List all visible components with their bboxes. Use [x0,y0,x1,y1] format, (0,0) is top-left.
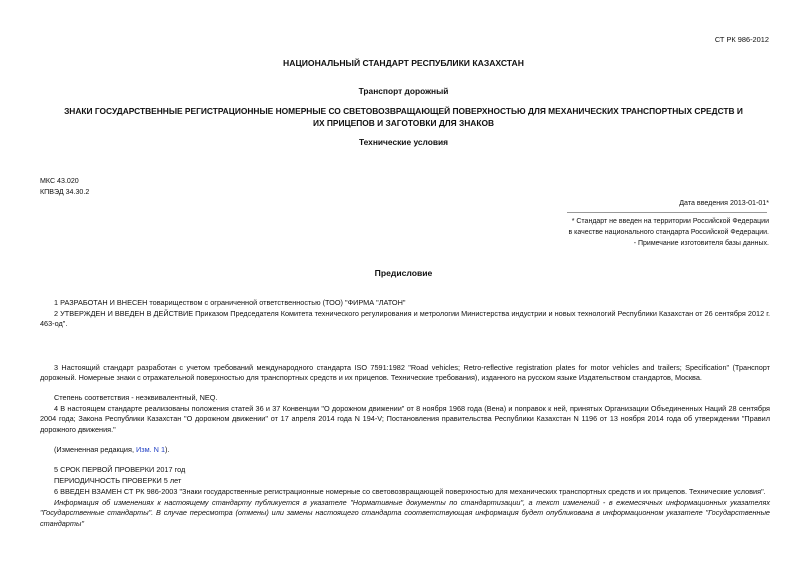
footnote-divider [567,212,767,213]
changed-edition-prefix: (Измененная редакция, [54,445,137,454]
title-line-1: ЗНАКИ ГОСУДАРСТВЕННЫЕ РЕГИСТРАЦИОННЫЕ НОМЕРНЫЕ СО СВЕТОВОЗВРАЩАЮЩЕЙ ПОВЕРХНОСТЬЮ ДЛЯ МЕХАНИЧЕСКИХ ТРАНСПОРТНЫХ СРЕДСТВ И [64,106,743,116]
footnote-line-1: * Стандарт не введен на территории Российской Федерации [571,218,769,225]
footnote-line-2: в качестве национального стандарта Российской Федерации. [568,229,769,236]
document-title [40,106,767,129]
introduction-date: Дата введения 2013-01-01* [679,199,769,207]
paragraph-1: 1 РАЗРАБОТАН И ВНЕСЕН товариществом с ограниченной ответственностью (ТОО) "ФИРМА "ЛАТОН" [54,298,406,307]
paragraph-5-review: 5 СРОК ПЕРВОЙ ПРОВЕРКИ 2017 год [54,465,186,474]
paragraph-4: 4 В настоящем стандарте реализованы положения статей 36 и 37 Конвенции "О дорожном движении" от 8 ноября 1968 года (Вена) и поправок к ней, принятых Организации Объединенных Наций 28 сентября 2004 года; Закона Республики Казахстан "О дорожном движении" от 17 апреля 2014 года N 194-V; Постановления правительства Республики Казахстан N 1196 от 13 ноября 2014 года об утверждении "Правил дорожного движения." [40,404,770,434]
mks-code: МКС 43.020 [40,177,79,185]
paragraph-6: 6 ВВЕДЕН ВЗАМЕН СТ РК 986-2003 "Знаки государственные регистрационные номерные со световозвращающей поверхностью для механических транспортных средств и их прицепов. Технические условия". [54,487,766,496]
preface-heading: Предисловие [374,268,433,278]
changed-edition-suffix: ). [165,445,170,454]
paragraph-3: 3 Настоящий стандарт разработан с учетом требований международного стандарта ISO 7591:1982 "Road vehicles; Retro-reflective registration plates for motor vehicles and trailers; Specification" (Транспорт дорожный. Номерные знаки с отражательной поверхностью для транспортных средств и их прицепов. Технические требования), изданного на русском языке Издательством стандартов, Москва. [40,363,770,383]
paragraph-changed-edition [40,445,770,455]
title-line-2: ИХ ПРИЦЕПОВ И ЗАГОТОВКИ ДЛЯ ЗНАКОВ [312,117,495,128]
paragraph-degree: Степень соответствия - неэквивалентный, NEQ. [54,393,218,402]
paragraph-7: Информация об изменениях к настоящему стандарту публикуется в указателе "Нормативные документы по стандартизации", а текст изменений - в ежемесячных информационных указателях "Государственные стандарты". В случае пересмотра (отмены) или замены настоящего стандарта соответствующая информация будет опубликована в информационном указателе "Государственные стандарты" [40,498,770,528]
document-code: СТ РК 986-2012 [714,35,769,44]
document-subtitle: Технические условия [358,137,449,147]
paragraph-2: 2 УТВЕРЖДЕН И ВВЕДЕН В ДЕЙСТВИЕ Приказом Председателя Комитета технического регулирования и метрологии Министерства индустрии и новых технологий Республики Казахстан от 26 сентября 2012 г. 463-од". [40,309,770,329]
standard-header: НАЦИОНАЛЬНЫЙ СТАНДАРТ РЕСПУБЛИКИ КАЗАХСТАН [283,58,524,68]
kpved-code: КПВЭД 34.30.2 [40,188,90,196]
footnote-line-3: - Примечание изготовителя базы данных. [633,240,769,247]
amendment-link[interactable]: Изм. N 1 [136,445,166,454]
category-heading: Транспорт дорожный [358,86,449,96]
paragraph-5-period: ПЕРИОДИЧНОСТЬ ПРОВЕРКИ 5 лет [54,476,182,485]
